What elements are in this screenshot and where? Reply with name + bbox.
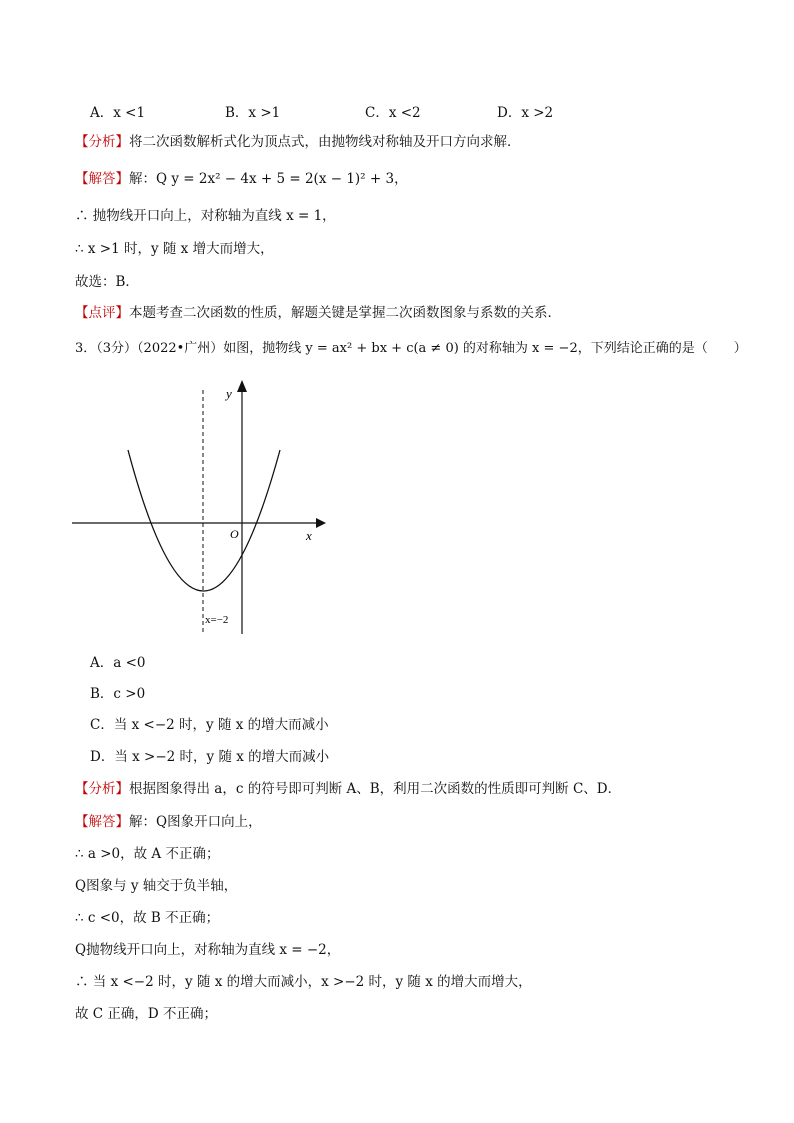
symmetry-axis-label: x=−2	[205, 614, 229, 626]
q3-analysis	[75, 780, 621, 798]
q2-step-1: ∴ 抛物线开口向上，对称轴为直线 x = 1，	[75, 208, 336, 224]
q3-stem: 3．（3分）（2022•广州）如图，抛物线 y = ax² + bx + c(a ≠ 0) 的对称轴为 x = −2，下列结论正确的是（ ）	[75, 341, 747, 356]
q2-analysis	[75, 133, 521, 151]
q3-solution	[75, 813, 262, 831]
analysis-text: 将二次函数解析式化为顶点式，由抛物线对称轴及开口方向求解．	[129, 134, 521, 150]
y-axis-arrow-icon	[237, 380, 247, 392]
x-axis-arrow-icon	[316, 518, 326, 528]
solution-tag: 【解答】	[75, 171, 129, 187]
y-axis-label: y	[226, 386, 232, 401]
comment-text: 本题考查二次函数的性质，解题关键是掌握二次函数图象与系数的关系．	[129, 305, 561, 321]
q3-option-a: A．a <0	[90, 655, 146, 671]
q2-option-b: B．x >1	[225, 105, 281, 121]
q2-solution	[75, 170, 408, 188]
solution-tag: 【解答】	[75, 814, 129, 830]
comment-tag: 【点评】	[75, 305, 129, 321]
q2-step-2: ∴ x >1 时，y 随 x 增大而增大，	[75, 241, 274, 257]
solution-text: 解：Q图象开口向上，	[129, 814, 262, 830]
analysis-tag: 【分析】	[75, 781, 129, 797]
q3-option-b: B．c >0	[90, 686, 146, 702]
q3-step-4: Q抛物线开口向上，对称轴为直线 x = −2，	[75, 942, 341, 958]
q2-comment	[75, 304, 561, 322]
q3-option-d: D．当 x >−2 时，y 随 x 的增大而减小	[90, 749, 330, 765]
parabola-curve	[128, 450, 280, 591]
q3-step-5: ∴ 当 x <−2 时，y 随 x 的增大而减小，x >−2 时，y 随 x 的增大而增大，	[75, 974, 532, 990]
x-axis-label: x	[306, 528, 312, 543]
q2-answer: 故选：B．	[75, 274, 139, 290]
analysis-text: 根据图象得出 a，c 的符号即可判断 A、B，利用二次函数的性质即可判断 C、D．	[129, 781, 622, 797]
q2-option-a: A．x <1	[90, 105, 146, 121]
solution-text: 解：Q y = 2x² − 4x + 5 = 2(x − 1)² + 3，	[129, 171, 408, 187]
q3-option-c: C．当 x <−2 时，y 随 x 的增大而减小	[90, 717, 329, 733]
q2-option-c: C．x <2	[365, 105, 421, 121]
q3-step-2: Q图象与 y 轴交于负半轴，	[75, 878, 238, 894]
origin-label: O	[230, 527, 239, 541]
parabola-graph	[60, 372, 340, 642]
q2-option-d: D．x >2	[497, 105, 554, 121]
q3-step-1: ∴ a >0，故 A 不正确；	[75, 846, 220, 862]
analysis-tag: 【分析】	[75, 134, 129, 150]
q3-step-6: 故 C 正确，D 不正确；	[75, 1006, 218, 1022]
q3-step-3: ∴ c <0，故 B 不正确；	[75, 910, 220, 926]
